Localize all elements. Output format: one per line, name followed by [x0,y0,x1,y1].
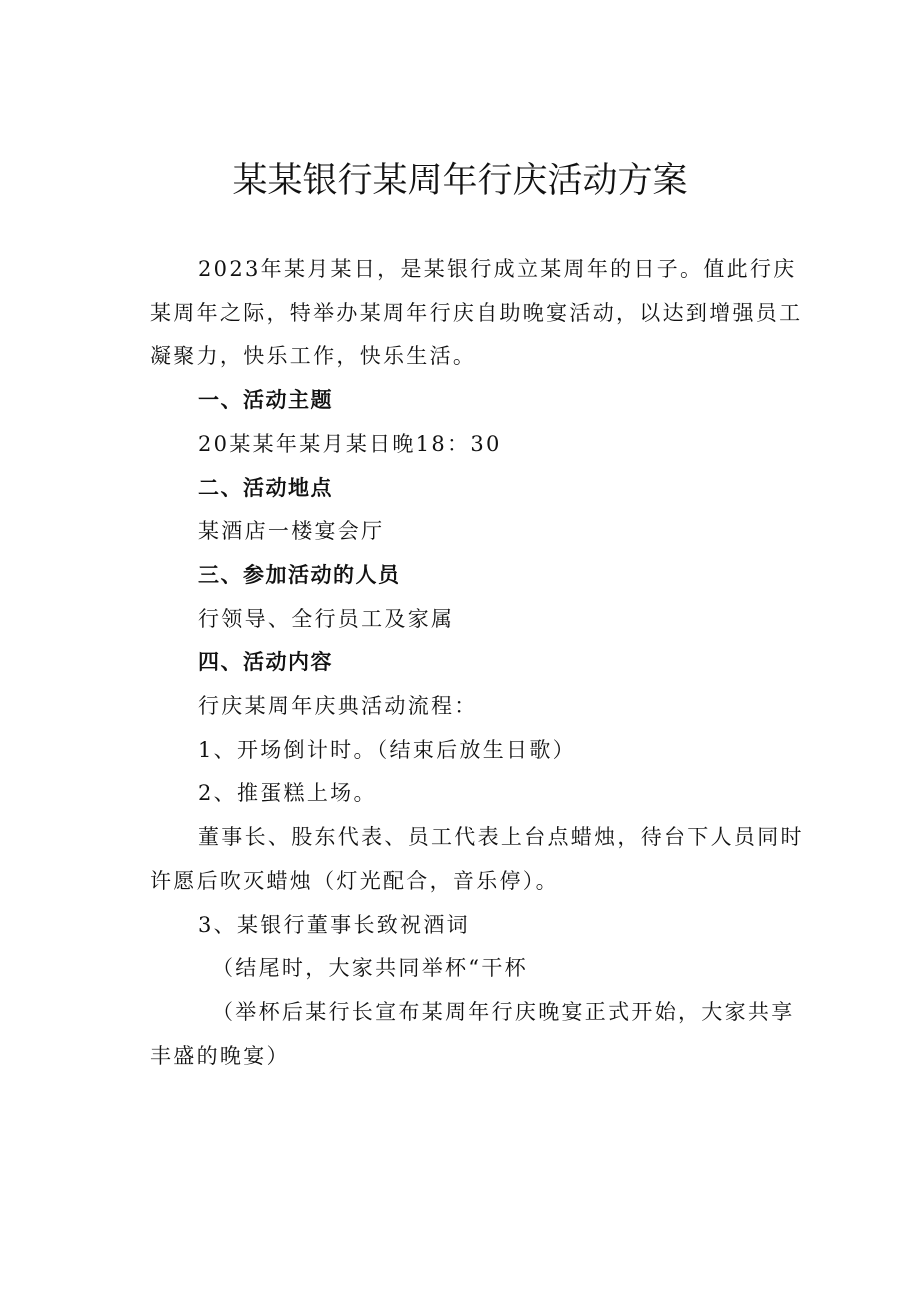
intro-paragraph: 2023年某月某日，是某银行成立某周年的日子。值此行庆某周年之际，特举办某周年行庆自助晚宴活动，以达到增强员工凝聚力，快乐工作，快乐生活。 [150,257,803,369]
content-line-step-1: 1、开场倒计时。（结束后放生日歌） [198,737,576,762]
section-heading-content: 四、活动内容 [198,650,333,675]
section-text-theme: 20某某年某月某日晚18：30 [198,431,502,456]
document-body [150,248,810,1078]
section-text-participants: 行领导、全行员工及家属 [198,606,455,631]
content-line-banquet-start: （举杯后某行长宣布某周年行庆晚宴正式开始，大家共享丰盛的晚宴） [150,999,795,1068]
section-text-location: 某酒店一楼宴会厅 [198,519,385,544]
content-line-step-2: 2、推蛋糕上场。 [198,781,377,806]
section-heading-theme: 一、活动主题 [198,388,333,413]
content-line-flow-title: 行庆某周年庆典活动流程： [198,694,478,719]
section-heading-participants: 三、参加活动的人员 [198,562,401,587]
content-line-candles: 董事长、股东代表、员工代表上台点蜡烛，待台下人员同时许愿后吹灭蜡烛（灯光配合，音乐停）。 [150,825,804,893]
content-line-step-3: 3、某银行董事长致祝酒词 [198,912,470,937]
section-heading-location: 二、活动地点 [198,475,333,500]
page-title: 某某银行某周年行庆活动方案 [232,161,688,201]
content-line-toast: （结尾时，大家共同举杯“干杯 [212,956,528,981]
